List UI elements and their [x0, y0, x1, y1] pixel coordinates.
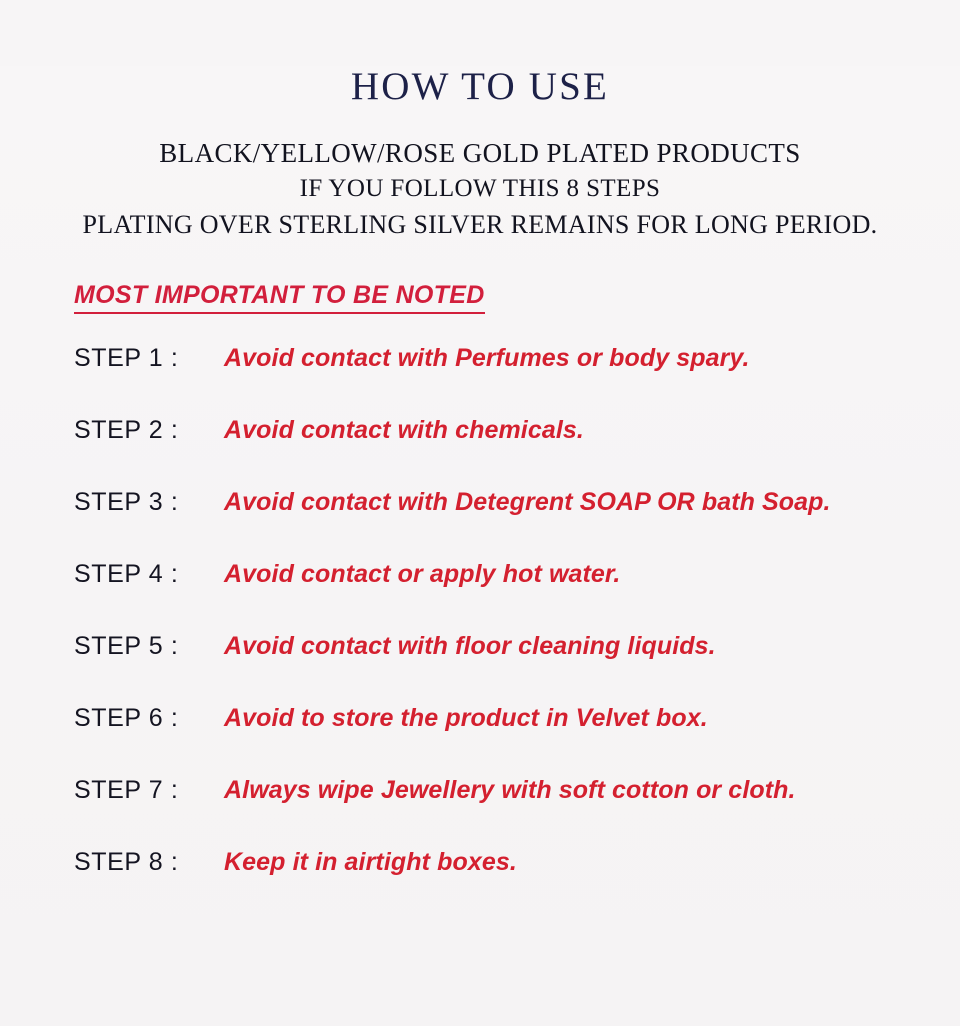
step-text: Avoid contact with Perfumes or body spary. [224, 343, 750, 372]
subtitle-block [28, 135, 932, 243]
step-text: Avoid to store the product in Velvet box. [224, 703, 708, 732]
step-label: STEP 6 : [74, 703, 179, 732]
list-item [74, 416, 932, 488]
step-label: STEP 4 : [74, 559, 179, 588]
step-text: Always wipe Jewellery with soft cotton or cloth. [224, 775, 796, 804]
care-instructions-page [0, 66, 960, 1026]
step-label: STEP 3 : [74, 487, 179, 516]
list-item [74, 848, 932, 920]
step-text: Avoid contact or apply hot water. [224, 559, 621, 588]
step-label: STEP 5 : [74, 631, 179, 660]
step-text: Keep it in airtight boxes. [224, 847, 517, 876]
list-item [74, 632, 932, 704]
subtitle-line-1: BLACK/YELLOW/ROSE GOLD PLATED PRODUCTS [159, 138, 801, 169]
subtitle-line-2: IF YOU FOLLOW THIS 8 STEPS [299, 175, 661, 203]
step-label: STEP 1 : [74, 343, 179, 372]
step-label: STEP 8 : [74, 847, 179, 876]
list-item [74, 776, 932, 848]
important-notice-heading: MOST IMPORTANT TO BE NOTED [74, 281, 485, 314]
step-text: Avoid contact with chemicals. [224, 415, 584, 444]
step-label: STEP 7 : [74, 775, 179, 804]
page-title: HOW TO USE [350, 65, 610, 108]
steps-list [74, 344, 932, 920]
step-text: Avoid contact with floor cleaning liquids. [224, 631, 716, 660]
list-item [74, 488, 932, 560]
list-item [74, 344, 932, 416]
step-text: Avoid contact with Detegrent SOAP OR bath Soap. [224, 487, 831, 516]
list-item [74, 560, 932, 632]
step-label: STEP 2 : [74, 415, 179, 444]
list-item [74, 704, 932, 776]
subtitle-line-3: PLATING OVER STERLING SILVER REMAINS FOR LONG PERIOD. [82, 209, 878, 239]
